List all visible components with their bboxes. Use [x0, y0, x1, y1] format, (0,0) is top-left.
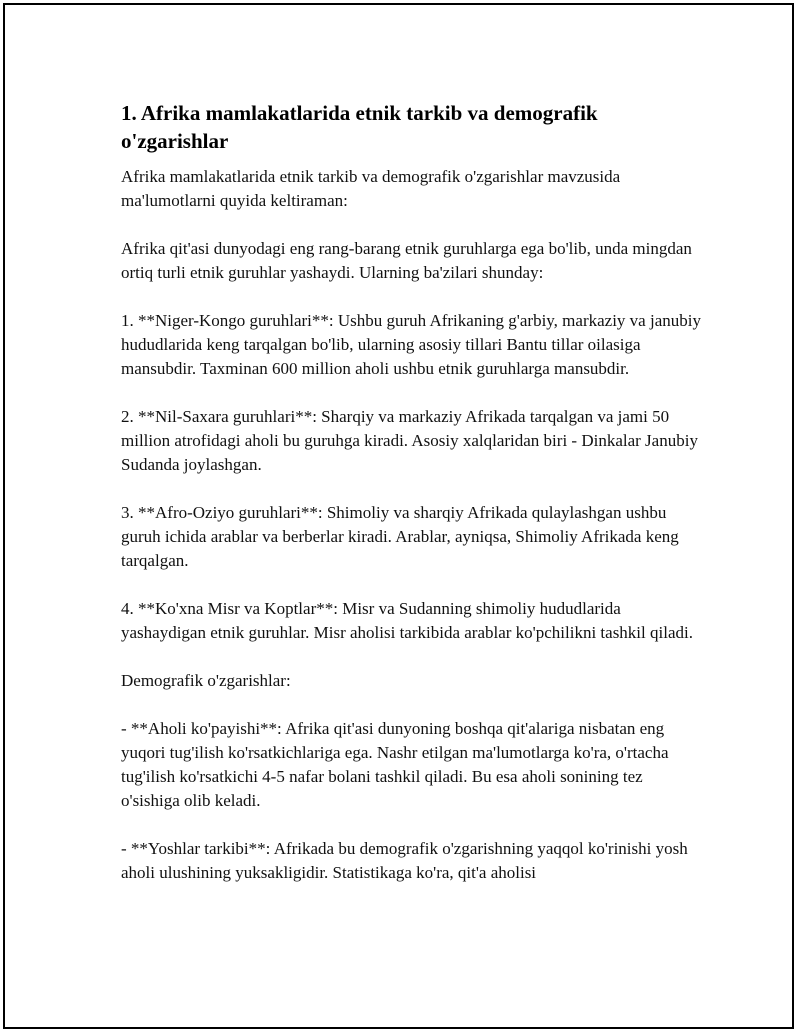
paragraph-aholi-kopayishi: - **Aholi ko'payishi**: Afrika qit'asi dunyoning boshqa qit'alariga nisbatan eng yuqori tug'ilish ko'rsatkichlariga ega. Nashr etilgan ma'lumotlarga ko'ra, o'rtacha tug'ilish ko'rsatkichi 4-5 nafar bolani tashkil qiladi. Bu esa aholi sonining tez o'sishiga olib keladi. — [121, 719, 669, 810]
paragraph-misr-koptlar: 4. **Ko'xna Misr va Koptlar**: Misr va Sudanning shimoliy hududlarida yashaydigan etnik guruhlar. Misr aholisi tarkibida arablar ko'pchilikni tashkil qiladi. — [121, 599, 693, 642]
document-body — [121, 99, 701, 909]
paragraph-nil-saxara: 2. **Nil-Saxara guruhlari**: Sharqiy va markaziy Afrikada tarqalgan va jami 50 million atrofidagi aholi bu guruhga kiradi. Asosiy xalqlaridan biri - Dinkalar Janubiy Sudanda joylashgan. — [121, 407, 698, 474]
document-title: 1. Afrika mamlakatlarida etnik tarkib va demografik o'zgarishlar — [121, 101, 598, 153]
paragraph-demografik-heading: Demografik o'zgarishlar: — [121, 671, 291, 690]
paragraph-overview: Afrika qit'asi dunyodagi eng rang-barang etnik guruhlarga ega bo'lib, unda mingdan ortiq turli etnik guruhlar yashaydi. Ularning ba'zilari shunday: — [121, 239, 692, 282]
paragraph-afro-oziyo: 3. **Afro-Oziyo guruhlari**: Shimoliy va sharqiy Afrikada qulaylashgan ushbu guruh ichida arablar va berberlar kiradi. Arablar, ayniqsa, Shimoliy Afrikada keng tarqalgan. — [121, 503, 679, 570]
paragraph-niger-kongo: 1. **Niger-Kongo guruhlari**: Ushbu guruh Afrikaning g'arbiy, markaziy va janubiy hududlarida keng tarqalgan bo'lib, ularning asosiy tillari Bantu tillar oilasiga mansubdir. Taxminan 600 million aholi ushbu etnik guruhlarga mansubdir. — [121, 311, 701, 378]
paragraph-yoshlar-tarkibi: - **Yoshlar tarkibi**: Afrikada bu demografik o'zgarishning yaqqol ko'rinishi yosh aholi ulushining yuksakligidir. Statistikaga ko'ra, qit'a aholisi — [121, 839, 688, 882]
paragraph-intro: Afrika mamlakatlarida etnik tarkib va demografik o'zgarishlar mavzusida ma'lumotlarni quyida keltiraman: — [121, 167, 621, 210]
page-frame — [3, 3, 794, 1029]
